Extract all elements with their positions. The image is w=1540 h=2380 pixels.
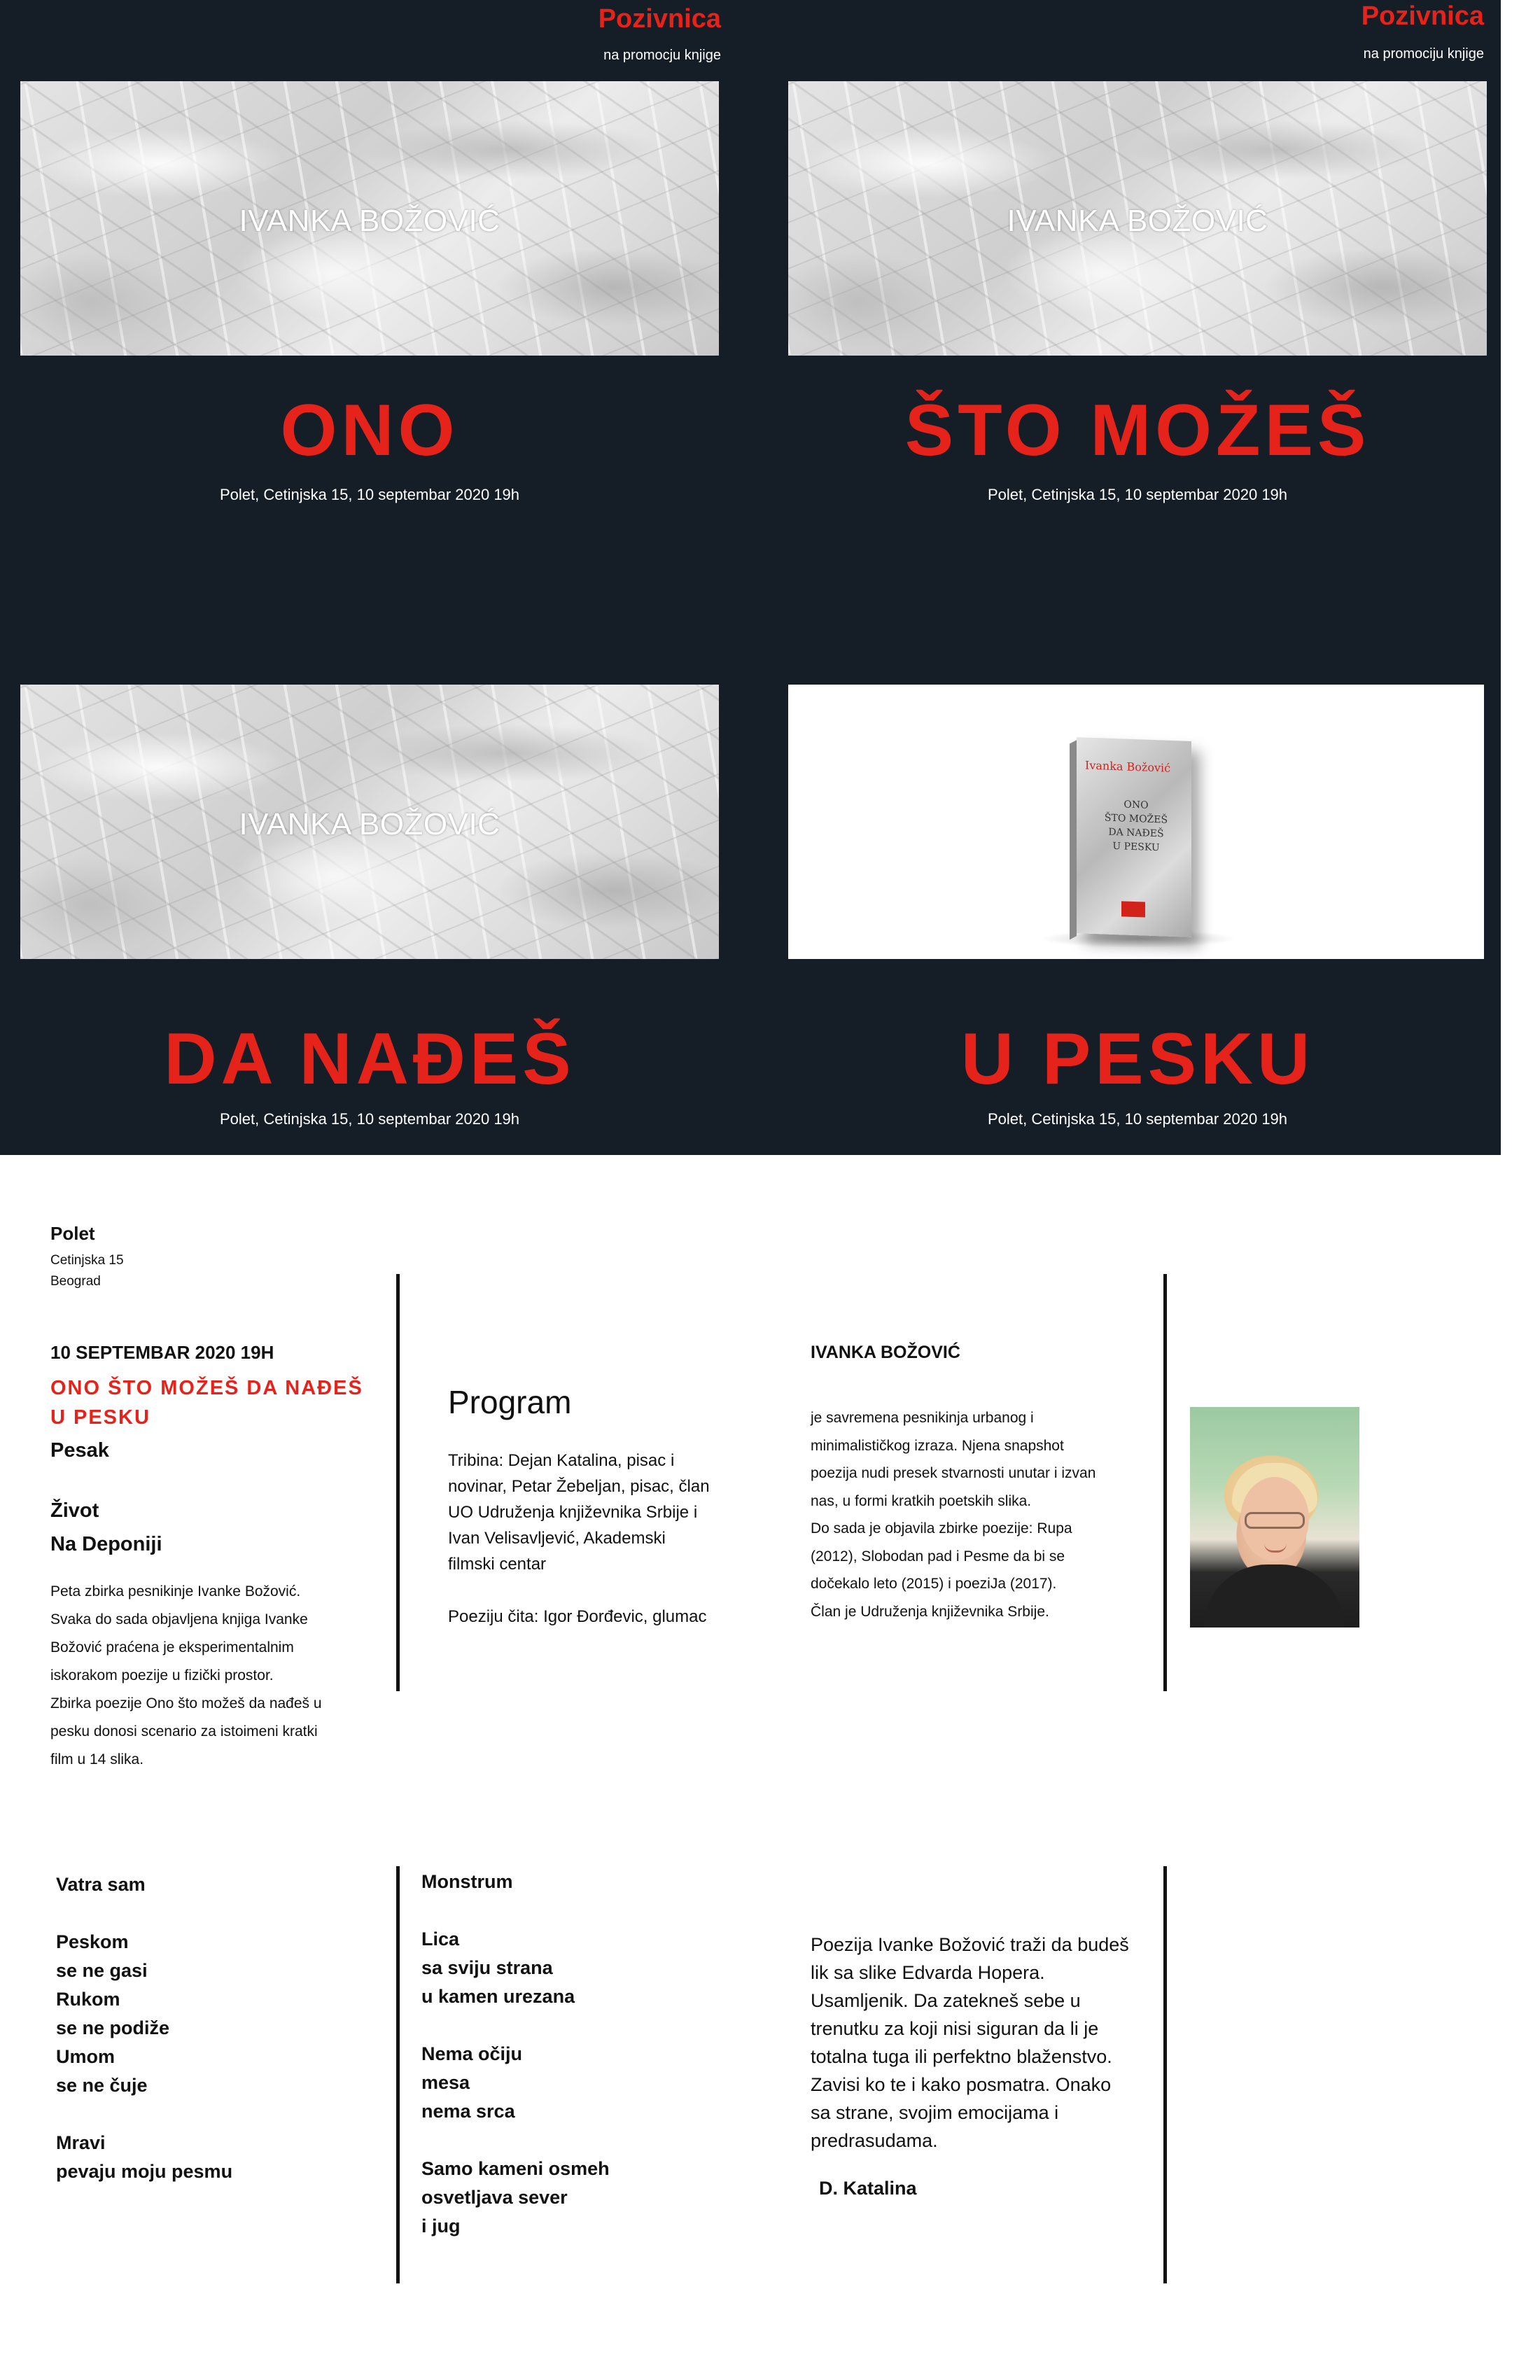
poem-line: i jug: [421, 2216, 461, 2236]
program-line: Tribina: Dejan Katalina, pisac i: [448, 1451, 675, 1470]
poem-line: Lica: [421, 1928, 460, 1949]
book-description: [50, 1578, 322, 1774]
book-title-line-2: U PESKU: [50, 1406, 150, 1429]
title-word: ŠTO MOŽEŠ: [904, 390, 1371, 471]
venue-date-line: Polet, Cetinjska 15, 10 septembar 2020 19h: [987, 1110, 1288, 1128]
description-line: Peta zbirka pesnikinje Ivanke Božović.: [50, 1583, 301, 1600]
program-body: [448, 1448, 710, 1577]
author-name: IVANKA BOŽOVIĆ: [1007, 204, 1268, 238]
description-line: pesku donosi scenario za istoimeni kratki: [50, 1723, 318, 1740]
poem-vatra-sam: [56, 1870, 232, 2186]
venue-address-1: Cetinjska 15: [50, 1253, 124, 1268]
photo-shoulders: [1204, 1564, 1344, 1628]
bio-text: [811, 1404, 1096, 1625]
bio-line: Do sada je objavila zbirke poezije: Rupa: [811, 1520, 1072, 1536]
poem-line: Peskom: [56, 1931, 129, 1952]
poem-line: se ne čuje: [56, 2075, 148, 2096]
bio-line: (2012), Slobodan pad i Pesme da bi se: [811, 1548, 1065, 1564]
venue-date-line: Polet, Cetinjska 15, 10 septembar 2020 19h: [219, 486, 520, 503]
poem-line: u kamen urezana: [421, 1986, 575, 2007]
description-line: iskorakom poezije u fizički prostor.: [50, 1667, 274, 1684]
review-line: totalna tuga ili perfektno blaženstvo.: [811, 2046, 1112, 2067]
column-divider: [1163, 1866, 1167, 2283]
column-divider: [1163, 1274, 1167, 1691]
author-name: IVANKA BOŽOVIĆ: [239, 204, 500, 238]
keyword: Pesak: [50, 1439, 109, 1462]
publisher-logo: [1121, 901, 1145, 917]
venue-address-2: Beograd: [50, 1274, 101, 1289]
bio-line: dočekalo leto (2015) i poeziJa (2017).: [811, 1576, 1057, 1592]
keyword: Život: [50, 1499, 99, 1522]
program-line: UO Udruženja književnika Srbije i: [448, 1503, 698, 1522]
invitation-title: Pozivnica: [1361, 1, 1484, 31]
book-cover-title: [1091, 797, 1182, 856]
poem-title: Vatra sam: [56, 1874, 146, 1895]
review-signature: D. Katalina: [819, 2178, 917, 2199]
poem-line: nema srca: [421, 2101, 515, 2122]
invitation-block: [0, 0, 1501, 1155]
title-word: U PESKU: [960, 1018, 1315, 1100]
venue-name: Polet: [50, 1223, 95, 1244]
title-word: DA NAĐEŠ: [164, 1018, 575, 1100]
column-divider: [396, 1274, 400, 1691]
program-line: novinar, Petar Žebeljan, pisac, član: [448, 1477, 710, 1496]
poem-line: [56, 1899, 232, 1928]
poem-line: [421, 2011, 610, 2040]
invitation-subtitle: na promocju knjige: [603, 48, 721, 63]
poem-line: Rukom: [56, 1989, 120, 2010]
review-line: Usamljenik. Da zatekneš sebe u: [811, 1990, 1081, 2011]
review-line: Zavisi ko te i kako posmatra. Onako: [811, 2074, 1112, 2095]
crumpled-paper-image: [788, 81, 1487, 356]
description-line: film u 14 slika.: [50, 1751, 144, 1768]
book-title-line: DA NAĐEŠ: [1108, 826, 1164, 840]
event-date: 10 SEPTEMBAR 2020 19H: [50, 1342, 274, 1363]
review-line: Poezija Ivanke Božović traži da budeš: [811, 1934, 1129, 1955]
poem-line: [56, 2100, 232, 2129]
column-divider: [396, 1866, 400, 2283]
invitation-subtitle: na promociju knjige: [1363, 46, 1484, 62]
keyword: Na Deponiji: [50, 1533, 162, 1555]
venue-date-line: Polet, Cetinjska 15, 10 septembar 2020 19h: [219, 1110, 520, 1128]
author-photo: [1190, 1407, 1359, 1628]
review-line: predrasudama.: [811, 2130, 938, 2151]
book-cover-image: [788, 685, 1484, 959]
poem-line: Samo kameni osmeh: [421, 2158, 610, 2179]
crumpled-paper-image: [20, 685, 719, 959]
book-title-line: ŠTO MOŽEŠ: [1104, 812, 1168, 826]
poem-line: [421, 2126, 610, 2155]
description-line: Svaka do sada objavljena knjiga Ivanke: [50, 1611, 308, 1628]
bio-line: poezija nudi presek stvarnosti unutar i izvan: [811, 1465, 1096, 1481]
crumpled-paper-image: [20, 81, 719, 356]
poem-line: se ne gasi: [56, 1960, 148, 1981]
poem-line: pevaju moju pesmu: [56, 2161, 233, 2182]
poem-line: Umom: [56, 2046, 115, 2067]
poem-monstrum: [421, 1868, 610, 2241]
review-line: lik sa slike Edvarda Hopera.: [811, 1962, 1045, 1983]
book-title-line: U PESKU: [1112, 840, 1160, 854]
review-line: sa strane, svojim emocijama i: [811, 2102, 1059, 2123]
description-line: Zbirka poezije Ono što možeš da nađeš u: [50, 1695, 322, 1712]
book-title-line: ONO: [1124, 799, 1149, 811]
bio-line: minimalističkog izraza. Njena snapshot: [811, 1437, 1064, 1454]
bio-line: Član je Udruženja književnika Srbije.: [811, 1603, 1049, 1620]
program-line: filmski centar: [448, 1555, 547, 1574]
venue-date-line: Polet, Cetinjska 15, 10 septembar 2020 19h: [987, 486, 1288, 503]
invitation-title: Pozivnica: [598, 4, 721, 34]
poem-line: se ne podiže: [56, 2017, 170, 2038]
poem-line: Mravi: [56, 2132, 106, 2153]
poem-title: Monstrum: [421, 1871, 513, 1892]
bio-line: je savremena pesnikinja urbanog i: [811, 1410, 1034, 1426]
bio-line: nas, u formi kratkih poetskih slika.: [811, 1492, 1032, 1509]
description-line: Božović praćena je eksperimentalnim: [50, 1639, 294, 1656]
author-name: IVANKA BOŽOVIĆ: [239, 807, 500, 841]
poem-line: [421, 1896, 610, 1925]
book-title-line-1: ONO ŠTO MOŽEŠ DA NAĐEŠ: [50, 1377, 363, 1399]
program-line: Ivan Velisavljević, Akademski: [448, 1529, 666, 1548]
program-heading: Program: [448, 1384, 572, 1420]
bio-name: IVANKA BOŽOVIĆ: [811, 1343, 960, 1362]
poem-line: sa sviju strana: [421, 1957, 553, 1978]
program-reading: Poeziju čita: Igor Đorđevic, glumac: [448, 1607, 707, 1626]
book-spine: [1070, 740, 1077, 939]
poem-line: Nema očiju: [421, 2043, 523, 2064]
book-cover-author: Ivanka Božović: [1085, 758, 1171, 775]
title-word: ONO: [280, 390, 459, 471]
photo-glasses: [1245, 1512, 1305, 1529]
review-line: trenutku za koji nisi siguran da li je: [811, 2018, 1099, 2039]
review-text: [811, 1931, 1129, 2155]
poem-line: mesa: [421, 2072, 470, 2093]
book-3d: [1077, 737, 1191, 937]
poem-line: osvetljava sever: [421, 2187, 568, 2208]
